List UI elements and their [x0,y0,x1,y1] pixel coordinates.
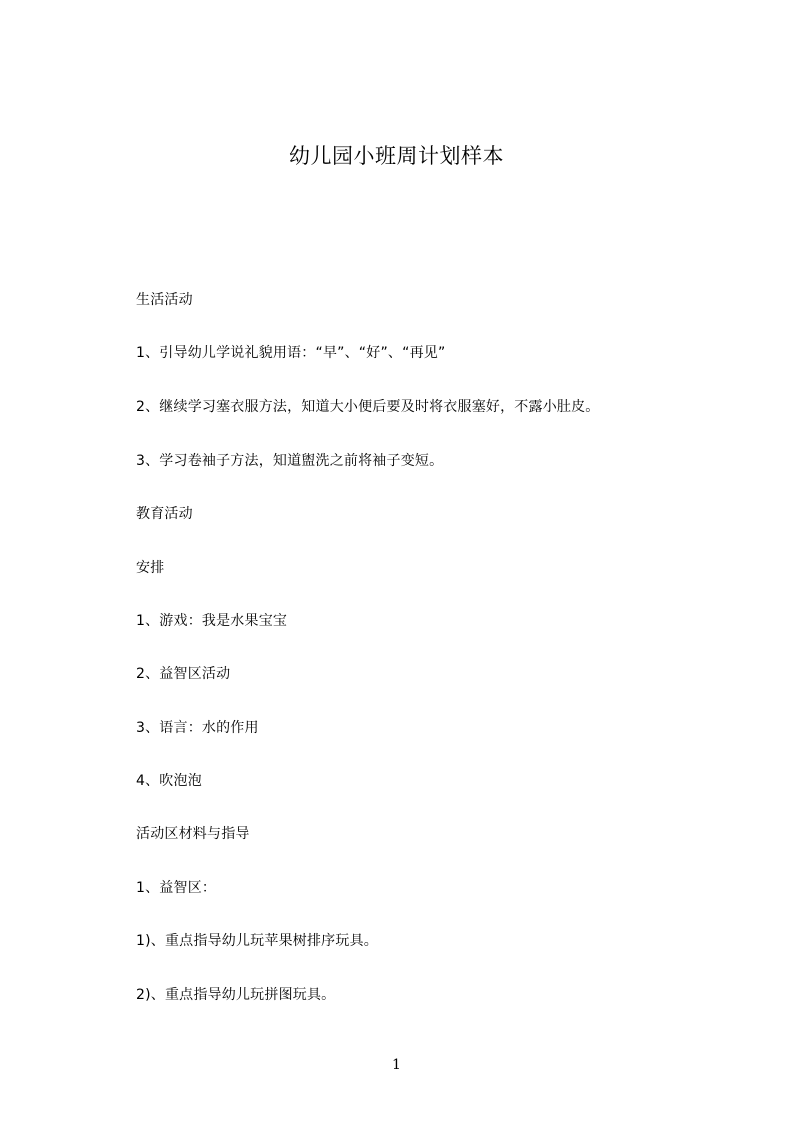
list-item: 3、语言：水的作用 [136,720,259,736]
section-heading-activity-area: 活动区材料与指导 [136,826,250,842]
list-item: 4、吹泡泡 [136,773,202,789]
list-item: 1、引导幼儿学说礼貌用语：“早”、“好”、“再见” [136,345,446,361]
list-item: 3、学习卷袖子方法，知道盥洗之前将袖子变短。 [136,453,444,469]
section-heading-life-activities: 生活活动 [136,292,193,308]
list-item: 2、继续学习塞衣服方法，知道大小便后要及时将衣服塞好，不露小肚皮。 [136,399,600,415]
list-item: 1、游戏：我是水果宝宝 [136,613,288,629]
section-heading-arrangement: 安排 [136,560,165,576]
page-title: 幼儿园小班周计划样本 [289,144,504,168]
section-heading-education-activities: 教育活动 [136,506,193,522]
list-item: 1)、重点指导幼儿玩苹果树排序玩具。 [136,933,378,949]
list-item: 2)、重点指导幼儿玩拼图玩具。 [136,987,336,1003]
page-number: 1 [392,1057,401,1073]
list-item: 1、益智区： [136,880,217,896]
list-item: 2、益智区活动 [136,666,231,682]
